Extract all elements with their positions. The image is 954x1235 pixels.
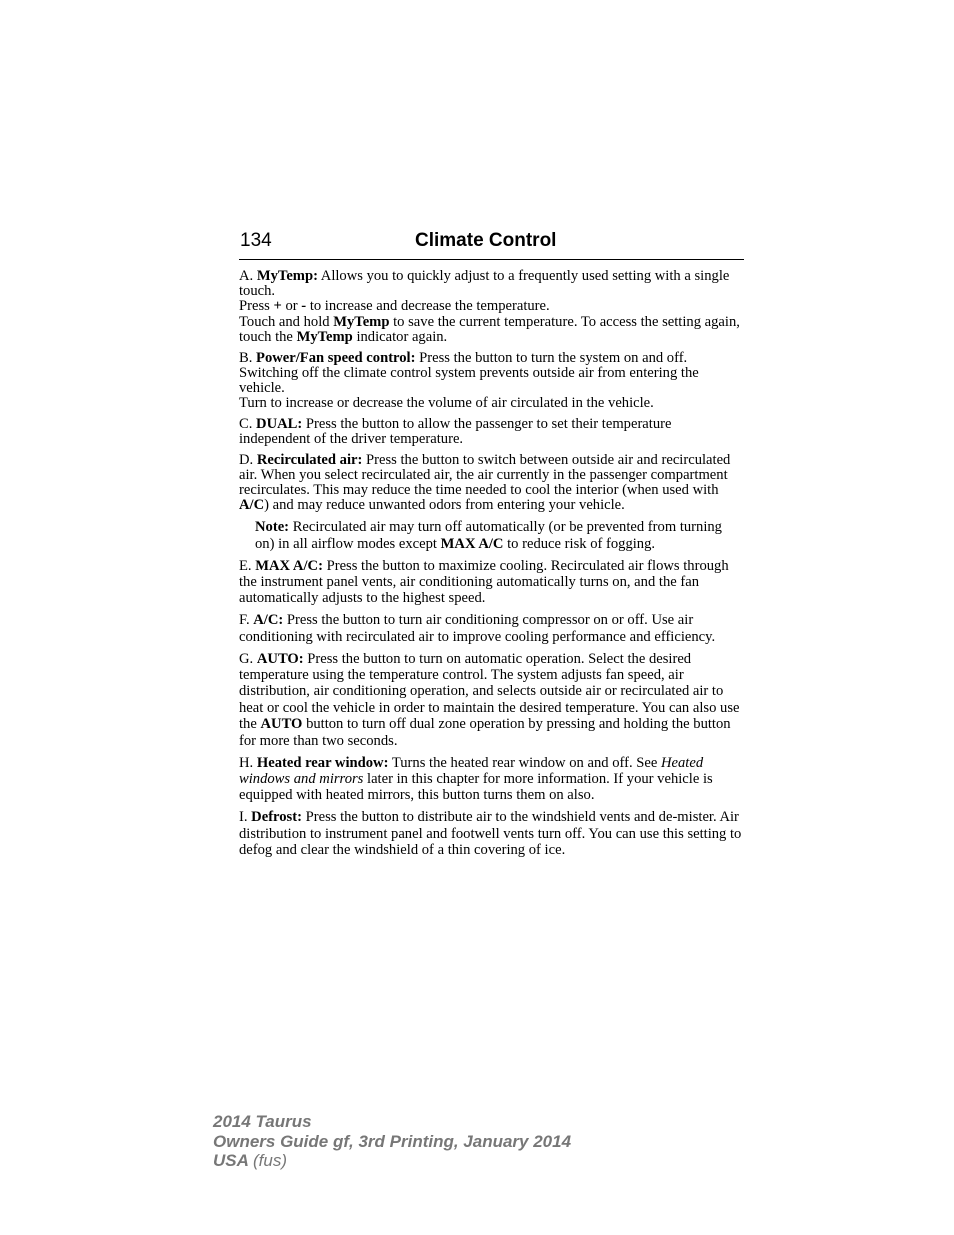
page-header: [239, 229, 744, 260]
item-d: [239, 453, 744, 514]
item-text: Press the button to turn on automatic operation. Select the desired temperature using the temperature control. The system adjusts fan speed, air distribution, air conditioning operation, and selects outside air or recirculated air to heat or cool the vehicle in order to maintain the desired temperature. You can also use the: [239, 650, 740, 733]
minus-symbol: -: [301, 298, 307, 315]
footer-code: (fus): [253, 1151, 287, 1170]
item-text: or: [285, 298, 298, 315]
item-i: [239, 809, 744, 858]
item-term: MyTemp: [333, 313, 390, 330]
item-text: Touch and hold: [239, 313, 330, 330]
item-term: AUTO: [260, 716, 303, 733]
item-text: Press the button to distribute air to the windshield vents and de-mister. Air distribution to instrument panel and footwell vents turn off. You can use this setting to defog and clear the windshield of a thin covering of ice.: [239, 809, 742, 859]
footer-market: [213, 1151, 571, 1171]
item-letter: G.: [239, 650, 254, 667]
item-text: to increase and decrease the temperature.: [309, 298, 550, 315]
item-text: Turn to increase or decrease the volume of air circulated in the vehicle.: [239, 395, 654, 412]
item-term: DUAL:: [256, 415, 303, 432]
item-text: Press: [239, 298, 270, 315]
note: [255, 519, 744, 552]
item-term: Power/Fan speed control:: [256, 349, 416, 366]
footer-country: USA: [213, 1151, 249, 1170]
item-letter: E.: [239, 557, 252, 574]
item-text: Press the button to switch between outside air and recirculated air. When you select recirculated air, the air currently in the passenger compartment recirculates. This may reduce the time needed to cool the interior (when used with: [239, 451, 731, 499]
item-term: Heated rear window:: [256, 754, 389, 771]
item-term: Recirculated air:: [256, 451, 363, 468]
item-f: [239, 612, 744, 645]
page-body: [239, 269, 744, 864]
note-text: to reduce risk of fogging.: [507, 535, 656, 552]
item-term: A/C: [239, 497, 265, 514]
footer-model: 2014 Taurus: [213, 1112, 312, 1131]
item-text: later in this chapter for more information. If your vehicle is equipped with heated mirrors, this button turns them on also.: [239, 770, 713, 804]
item-letter: F.: [239, 612, 250, 629]
item-term: MyTemp:: [256, 268, 318, 284]
item-term: MyTemp: [296, 328, 353, 345]
item-text: Allows you to quickly adjust to a frequently used setting with a single touch.: [239, 268, 730, 300]
item-letter: H.: [239, 754, 254, 771]
page-footer: [213, 1112, 571, 1171]
item-g: [239, 651, 744, 749]
note-label: Note:: [255, 519, 290, 536]
item-term: AUTO:: [256, 650, 304, 667]
item-c: [239, 417, 744, 447]
item-text: to save the current temperature. To access the setting again, touch the: [239, 313, 740, 345]
item-e: [239, 558, 744, 607]
note-text: Recirculated air may turn off automatically (or be prevented from turning on) in all airflow modes except: [255, 519, 722, 552]
item-text: Press the button to allow the passenger to set their temperature independent of the driver temperature.: [239, 415, 672, 448]
item-h: [239, 755, 744, 804]
page-number: 134: [240, 230, 272, 251]
item-letter: B.: [239, 349, 253, 366]
item-term: Defrost:: [251, 809, 302, 826]
plus-symbol: +: [273, 298, 282, 315]
item-text: button to turn off dual zone operation by pressing and holding the button for more than two seconds.: [239, 716, 731, 749]
item-term: MAX A/C:: [255, 557, 323, 574]
item-b: [239, 351, 744, 412]
item-a: [239, 269, 744, 345]
page-title: Climate Control: [415, 230, 557, 251]
item-letter: I.: [239, 809, 248, 826]
note-term: MAX A/C: [440, 535, 504, 552]
item-text: Press the button to maximize cooling. Recirculated air flows through the instrument panel vents, air conditioning automatically turns on, and the fan automatically adjusts to the highest speed.: [239, 557, 729, 607]
item-letter: A.: [239, 268, 254, 284]
item-text: Press the button to turn air conditioning compressor on or off. Use air conditioning with recirculated air to improve cooling performance and efficiency.: [239, 612, 716, 645]
item-text: Press the button to turn the system on and off. Switching off the climate control system prevents outside air from entering the vehicle.: [239, 349, 699, 396]
item-text: ) and may reduce unwanted odors from entering your vehicle.: [264, 497, 625, 514]
footer-edition: Owners Guide gf, 3rd Printing, January 2014: [213, 1131, 572, 1151]
item-term: A/C:: [253, 612, 284, 629]
cross-reference: Heated windows and mirrors: [239, 754, 704, 787]
item-text: indicator again.: [356, 328, 448, 345]
item-text: Turns the heated rear window on and off. See: [391, 754, 658, 771]
item-letter: D.: [239, 451, 254, 468]
item-letter: C.: [239, 415, 253, 432]
